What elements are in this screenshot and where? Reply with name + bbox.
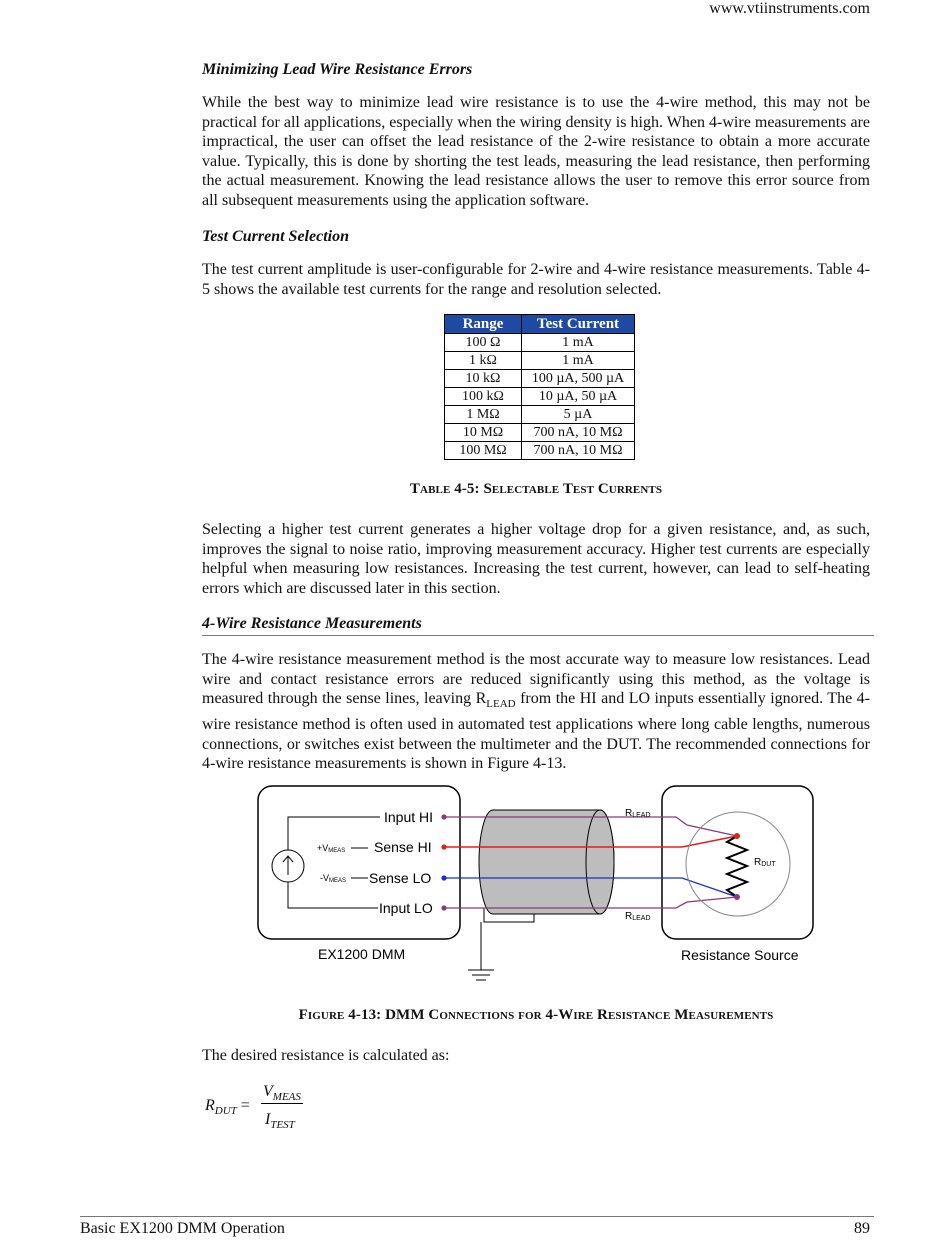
- current-cell: 1 mA: [522, 334, 635, 352]
- sense-hi-label: Sense HI: [374, 839, 432, 855]
- vmeas-minus-label: -VMEAS: [320, 873, 347, 884]
- table-row: [445, 442, 635, 460]
- current-cell: 700 nA, 10 MΩ: [522, 442, 635, 460]
- current-cell: 5 µA: [522, 406, 635, 424]
- paragraph-4-wire-part1: The 4-wire resistance measurement method is the most accurate way to measure low resistances. Lead wire and contact resistance errors are reduced significantly using this method, as the voltage is measured through the sense lines, leaving R: [202, 651, 870, 708]
- input-hi-label: Input HI: [384, 809, 434, 825]
- paragraph-4-wire: [202, 650, 870, 774]
- sense-lo-label: Sense LO: [369, 870, 432, 886]
- paragraph-desired-resistance: The desired resistance is calculated as:: [202, 1047, 450, 1064]
- table-header-range: Range: [445, 315, 522, 334]
- range-cell: 100 MΩ: [445, 442, 522, 460]
- range-cell: 100 kΩ: [445, 388, 522, 406]
- heading-lead-wire: Minimizing Lead Wire Resistance Errors: [202, 61, 473, 78]
- table-row: [445, 388, 635, 406]
- 4-wire-connection-diagram: [250, 780, 830, 990]
- section-rule: [202, 635, 874, 636]
- current-cell: 10 µA, 50 µA: [522, 388, 635, 406]
- heading-4-wire: 4-Wire Resistance Measurements: [202, 615, 422, 632]
- current-cell: 1 mA: [522, 352, 635, 370]
- footer-title: Basic EX1200 DMM Operation: [80, 1220, 285, 1237]
- input-lo-label: Input LO: [379, 900, 433, 916]
- paragraph-test-current: The test current amplitude is user-configurable for 2-wire and 4-wire resistance measurements. Table 4-5 shows the available test currents for the range and resolution selected.: [202, 261, 870, 298]
- table-row: [445, 370, 635, 388]
- page-number: 89: [854, 1220, 870, 1237]
- test-current-table: [444, 314, 635, 460]
- range-cell: 10 kΩ: [445, 370, 522, 388]
- table-row: [445, 406, 635, 424]
- paragraph-lead-wire: While the best way to minimize lead wire resistance is to use the 4-wire method, this may not be practical for all applications, especially when the wiring density is high. When 4-wire measurements are impractical, the user can offset the lead resistance of the 2-wire resistance to obtain a more accurate value. Typically, this is done by shorting the test leads, measuring the lead resistance, then performing the actual measurement. Knowing the lead resistance allows the user to remove this error source from all subsequent measurements using the application software.: [202, 94, 870, 209]
- range-cell: 1 kΩ: [445, 352, 522, 370]
- table-row: [445, 352, 635, 370]
- heading-test-current: Test Current Selection: [202, 228, 349, 245]
- figure-caption: Figure 4-13: DMM Connections for 4-Wire Resistance Measurements: [298, 1007, 774, 1023]
- paragraph-4-wire-sub: LEAD: [486, 698, 516, 711]
- vmeas-plus-label: +VMEAS: [317, 843, 346, 854]
- range-cell: 100 Ω: [445, 334, 522, 352]
- paragraph-4-wire-part2: from the HI and LO inputs essentially ignored. The 4-wire resistance method is often used in automated test applications where long cable lengths, numerous connections, or switches exist between the multimeter and the DUT. The recommended connections for 4-wire resistance measurements is shown in Figure 4-13.: [202, 690, 870, 773]
- header-url: www.vtiinstruments.com: [709, 0, 870, 17]
- table-row: [445, 424, 635, 442]
- footer: [80, 1220, 870, 1238]
- current-cell: 100 µA, 500 µA: [522, 370, 635, 388]
- range-cell: 10 MΩ: [445, 424, 522, 442]
- paragraph-higher-current: Selecting a higher test current generates a higher voltage drop for a given resistance, and, as such, improves the signal to noise ratio, improving measurement accuracy. Higher test currents are especially helpful when measuring low resistances. Increasing the test current, however, can lead to self-heating errors which are discussed later in this section.: [202, 521, 870, 597]
- rlead-top-label: RLEAD: [625, 808, 651, 819]
- rdut-label: RDUT: [754, 857, 776, 868]
- range-cell: 1 MΩ: [445, 406, 522, 424]
- rlead-bottom-label: RLEAD: [625, 911, 651, 922]
- table-caption: Table 4-5: Selectable Test Currents: [409, 481, 663, 497]
- footer-rule: [80, 1216, 874, 1217]
- resistance-source-label: Resistance Source: [681, 947, 799, 963]
- table-header-test-current: Test Current: [522, 315, 635, 334]
- current-cell: 700 nA, 10 MΩ: [522, 424, 635, 442]
- dmm-label: EX1200 DMM: [318, 946, 406, 962]
- table-row: [445, 334, 635, 352]
